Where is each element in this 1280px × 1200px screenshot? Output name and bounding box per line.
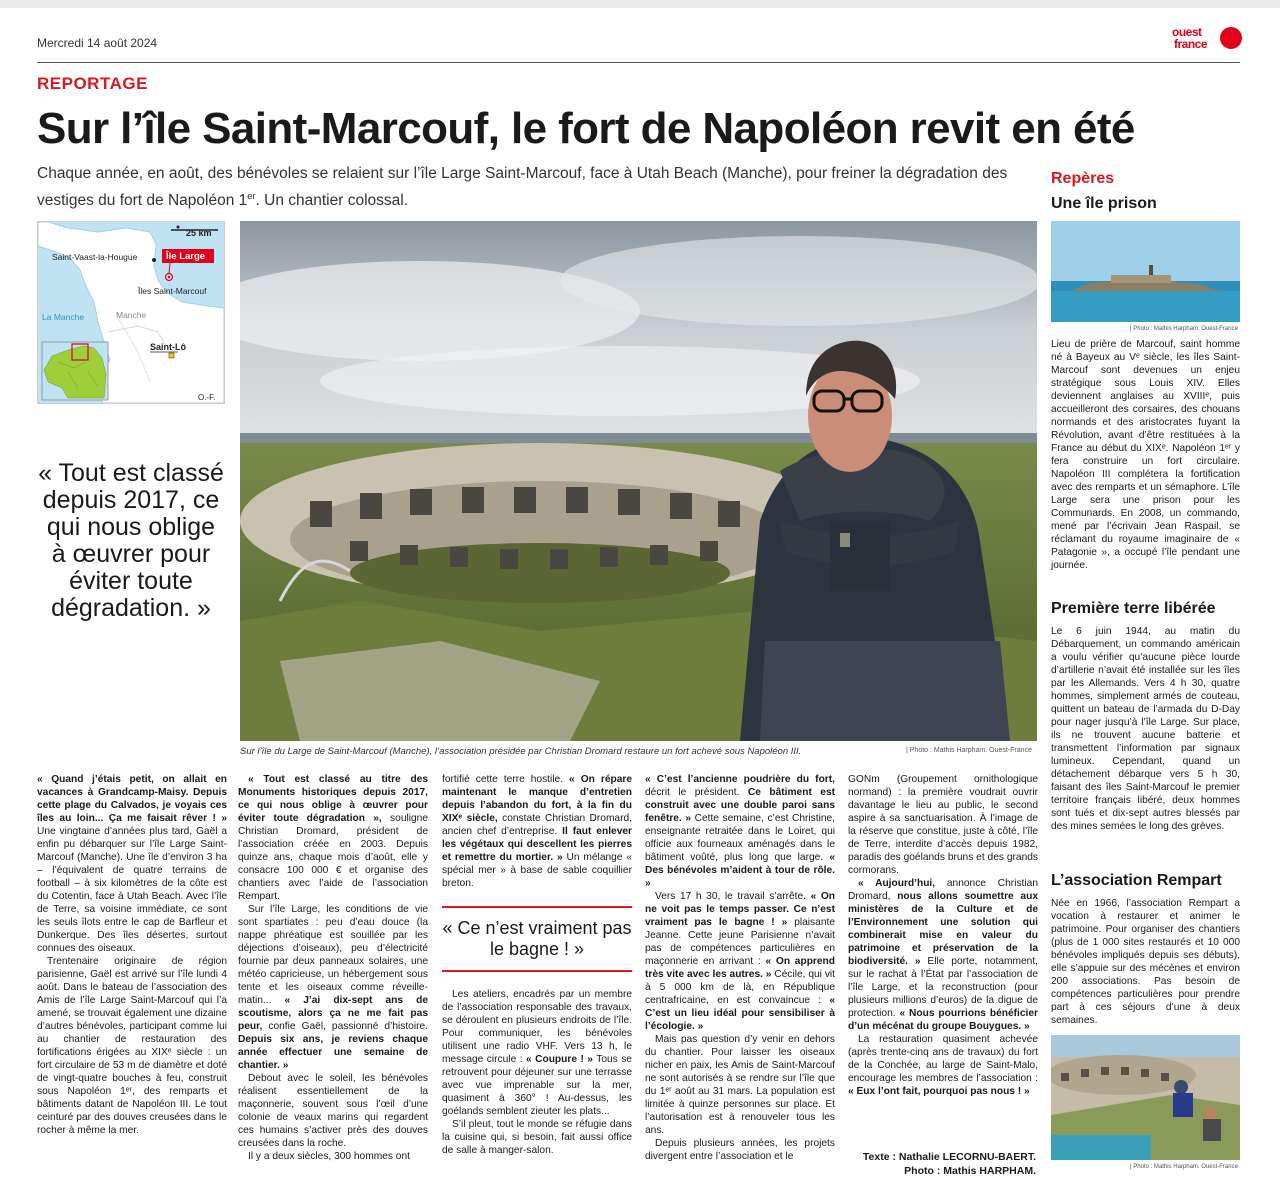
photo-caption: Sur l’île du Large de Saint-Marcouf (Manche), l’association présidée par Christian Dromard restaure un fort achevé sous Napoléon III. xyxy=(240,746,802,757)
location-map xyxy=(37,221,225,404)
signature-photo: Photo : Mathis HARPHAM. xyxy=(904,1165,1036,1177)
article-column-3 xyxy=(442,773,632,890)
column2-bold3: Depuis six ans, je reviens chaque année effectuer une semaine de chantier. » xyxy=(238,1034,428,1071)
column4-text2: Cette semaine, c’est Christine, enseignante retraitée dans le Loiret, qui officie aux fourneaux aménagés dans le bâtiment voûté, plus long que large. xyxy=(645,813,836,863)
sidebar-kicker: Repères xyxy=(1051,170,1115,187)
column2-paragraph2 xyxy=(238,903,428,1072)
large-quote: « Tout est classé depuis 2017, ce qui nous oblige à œuvrer pour éviter toute dégradation. » xyxy=(38,459,224,622)
ouest-france-logo[interactable] xyxy=(1172,24,1242,56)
main-photo xyxy=(240,221,1037,741)
sidebar-paragraph-2: Le 6 juin 1944, au matin du Débarquement, un commando américain a voulu vérifier qu’aucune pièce lourde d’artillerie n’avait été installée sur les îles par les Allemands. Vers 4 h 30, quatre hommes, simplement armés de couteau, quittent un bateau de l’armada du D-Day pour nager jusqu’à l’île Large. Sur place, ils ne trouvent aucune batterie et transmettent l’information par signaux lumineux. Cependant, quand un détachement débarque vers 5 h 30, faisant des îles Saint-Marcouf le premier territoire français libéré, deux hommes sont tués et dix-sept autres blessés par des mines semées le long des grèves. xyxy=(1051,626,1240,832)
rubric: REPORTAGE xyxy=(37,74,148,93)
column5-text2: Elle porte, notamment, sur le rachat à l’État par l’association de l’île Large, et la reconstruction (pour plusieurs millions d’euros) de la digue de protection. xyxy=(848,956,1038,1019)
column4-paragraph2 xyxy=(645,890,835,1033)
article-column-2 xyxy=(238,773,428,1163)
article-column-1 xyxy=(37,773,227,1137)
main-photo-svg xyxy=(240,221,1037,741)
island-sea-light xyxy=(1051,291,1240,322)
column3-paragraph2 xyxy=(442,988,632,1118)
column1-text1: Une vingtaine d’années plus tard, Gaël a enfin pu débarquer sur l’île Large Saint-Marcouf (Manche). Une île d’environ 3 ha – l’équivalent de quatre terrains de football – à six kilomètres de la côte est du Cotentin, face à Utah Beach. Avec l’île de Terre, sa voisine immédiate, ce sont les seuls îlots entre le cap de Barfleur et Dunkerque. Des îles désertes, surtout connues des oiseaux. xyxy=(37,826,227,954)
photo-credit: | Photo : Mathis Harpham. Ouest-France xyxy=(906,747,1032,754)
column5-paragraph3 xyxy=(848,1033,1038,1098)
column5-bold3: « Nous pourrions bénéficier d’un mécénat du groupe Bouygues. » xyxy=(848,1008,1038,1032)
column2-paragraph3: Debout avec le soleil, les bénévoles réalisent essentiellement de la maçonnerie, souvent sous l’œil d’une colonie de veaux marins qui regardent ces humains s’activer près des douves creusées dans la roche. xyxy=(238,1073,428,1149)
issue-date: Mercredi 14 août 2024 xyxy=(37,36,158,50)
column2-paragraph4: Il y a deux siècles, 300 hommes ont xyxy=(248,1151,410,1162)
column3-bold2: Il faut enlever les végétaux qui descellent les pierres et remettre du mortier. » xyxy=(442,826,632,863)
logo-dot-icon xyxy=(1220,27,1242,49)
column5-paragraph2 xyxy=(848,877,1038,1033)
signature xyxy=(848,1150,1036,1178)
map-point-iles-core xyxy=(168,276,170,278)
column3-text5: Tous se retrouvent pour déjeuner sur une terrasse avec vue imprenable sur la mer, quasiment à 360° ! Au-dessus, les goélands semblent zieuter les plats... xyxy=(442,1054,632,1117)
column3-bold3: « Coupure ! » xyxy=(525,1054,593,1065)
photo-cloud2 xyxy=(560,236,1037,326)
column1-paragraph2: Trentenaire originaire de région parisienne, Gaël est arrivé sur l’île lundi 4 août. Dans le bateau de l’association des Amis de l’île Large Saint-Marcouf qui l’a amené, se trouvait également une dizaine d’autres bénévoles, participant comme lui au chantier de restauration des fortifications érigées au XIXᵉ siècle : un fort circulaire de 53 m de diamètre et doté de vingt-quatre bouches à feu, construit sous Napoléon 1ᵉʳ, des remparts et bâtiments datant de Napoléon III. Le tout ceinturé par des douves creusées dans le rocher à même la mer. xyxy=(37,956,227,1136)
worker2-head xyxy=(1205,1107,1217,1119)
sidebar-heading-2: Première terre libérée xyxy=(1051,600,1216,617)
sidebar-photo-workers-svg xyxy=(1051,1035,1240,1160)
chapo-sup: er xyxy=(247,191,256,201)
worker2-body xyxy=(1203,1119,1221,1141)
sidebar-photo-workers xyxy=(1051,1035,1240,1160)
map-label-saint-vaast: Saint-Vaast-la-Hougue xyxy=(52,252,138,262)
column5-text3: La restauration quasiment achevée (après trente-cinq ans de travaux) du fort de la Conchée, au large de Saint-Malo, encourage les membres de l’association : xyxy=(848,1034,1038,1084)
workers-sky xyxy=(1051,1035,1240,1057)
column1-bold1: « Quand j’étais petit, on allait en vacances à Grandcamp-Maisy. Depuis cette plage du Calvados, je voyais ces îles au loin... Ça me faisait rêver ! » xyxy=(37,774,227,824)
map-svg xyxy=(38,222,224,403)
column4-bold3: « Des bénévoles m’aident à tour de rôle. » xyxy=(645,852,835,889)
map-label-manche: Manche xyxy=(116,310,147,320)
sidebar-photo-island xyxy=(1051,221,1240,322)
column2-text2: Sur l’île Large, les conditions de vie sont spartiates : peu d’eau douce (la nappe phréatique est souillée par les déjections d’oiseaux), peu d’électricité fournie par deux panneaux solaires, une météo capricieuse, un hébergement sous tente et les oiseaux comme réveille-matin... xyxy=(238,904,428,1006)
header-rule xyxy=(37,62,1240,63)
map-label-iles: Îles Saint-Marcouf xyxy=(138,286,207,296)
pull-quote: « Ce n’est vraiment pas le bagne ! » xyxy=(442,906,632,972)
worker1-head xyxy=(1174,1080,1188,1094)
column3-paragraph3: S’il pleut, tout le monde se réfugie dans la cuisine qui, si besoin, fait aussi office de salle à manger-salon. xyxy=(442,1119,632,1156)
workers-tarp xyxy=(1051,1135,1151,1160)
column4-bold6: « C’est un lieu idéal pour sensibiliser à l’écologie. » xyxy=(645,995,835,1032)
column5-bold1: « Aujourd’hui, xyxy=(858,878,936,889)
top-band xyxy=(0,0,1280,8)
chapo xyxy=(37,163,1037,212)
article-column-3b xyxy=(442,988,632,1157)
logo-line2: france xyxy=(1174,37,1208,51)
column5-bold4: « Eux l’ont fait, pourquoi pas nous ! » xyxy=(848,1086,1030,1097)
map-point-saint-lo xyxy=(169,353,174,358)
map-label-ile-large: Île Large xyxy=(166,251,206,262)
chapo-part1: Chaque année, en août, des bénévoles se relaient sur l’île Large Saint-Marcouf, face à Utah Beach (Manche), pour freiner la dégradation des vestiges du fort de Napoléon 1 xyxy=(37,165,1008,210)
column4-bold4: « On ne voit pas le temps passer. Ce n’est vraiment pas le bagne ! » xyxy=(645,891,835,928)
column4-text1: décrit le président. xyxy=(645,787,748,798)
column4-paragraph4: Depuis plusieurs années, les projets divergent entre l’association et le xyxy=(645,1138,835,1162)
map-label-saint-lo: Saint-Lô xyxy=(150,342,186,352)
column4-text5: Cécile, qui vit à 5 000 km de là, en République centrafricaine, en est convaincue : xyxy=(645,969,836,1006)
column2-bold2: « J’ai dix-sept ans de scoutisme, alors ça ne me fait pas peur, xyxy=(238,995,429,1032)
worker1-body xyxy=(1173,1093,1193,1117)
sidebar-paragraph-1: Lieu de prière de Marcouf, saint homme né à Bayeux au Vᵉ siècle, les îles Saint-Marcouf sont devenues un enjeu stratégique sous Louis XIV. Elles deviennent anglaises au XVIIIᵉ, puis accueilleront des corsaires, des chouans normands et des aristocrates fuyant la Révolution, avant d’être restituées à la France au début du XIXᵉ. Napoléon 1ᵉʳ y fera construire un fort circulaire. Napoléon III complétera la fortification avec des remparts et un sémaphore. L’île Large sera une prison pour les Communards. En 2008, un commando, mené par l’écrivain Jean Raspail, se réclamant du royaume imaginaire de « Patagonie », a occupé l’île pendant une journée. xyxy=(1051,339,1240,571)
column3-bold1: « On répare maintenant le manque d’entretien depuis l’abandon du fort, à la fin du XIXᵉ siècle, xyxy=(442,774,632,824)
sidebar-heading-1: Une île prison xyxy=(1051,195,1157,212)
column3-text1: fortifié cette terre hostile. xyxy=(442,774,570,785)
logo-line1: ouest xyxy=(1172,25,1202,39)
column4-paragraph3: Mais pas question d’y venir en dehors du chantier. Pour laisser les oiseaux nicher en paix, les Amis de Saint-Marcouf ne sont autorisés à se rendre sur l’île que du 1ᵉʳ août au 31 mars. La population est limitée à quinze personnes sur place. Et l’autorisation est à renouveler tous les ans. xyxy=(645,1034,835,1136)
map-scale-dot xyxy=(177,226,180,229)
column4-bold2: Ce bâtiment est construit avec une double paroi sans fenêtre. » xyxy=(645,787,836,824)
column5-text1: annonce Christian Dromard, xyxy=(848,878,1038,902)
column2-bold1: « Tout est classé au titre des Monuments historiques depuis 2017, ce qui nous oblige à œuvrer pour éviter toute dégradation », xyxy=(238,774,428,824)
column4-text3: Vers 17 h 30, le travail s’arrête. xyxy=(655,891,811,902)
column2-text3: confie Gaël, passionné d’histoire. xyxy=(262,1021,428,1032)
sidebar-heading-3: L’association Rempart xyxy=(1051,872,1222,889)
article-column-4 xyxy=(645,773,835,1163)
column3-text3: Un mélange « spécial mer » à base de sable coquillier breton. xyxy=(442,852,632,889)
column4-text4: plaisante Jeanne. Cette jeune Parisienne n’avait pas de compétences particulières en maçonnerie en arrivant : xyxy=(645,917,835,967)
sidebar-photo1-credit: | Photo : Mathis Harpham. Ouest-France xyxy=(1130,326,1238,332)
signature-text: Texte : Nathalie LECORNU-BAERT. xyxy=(862,1151,1036,1163)
map-label-la-manche: La Manche xyxy=(42,312,85,322)
column4-bold1: « C’est l’ancienne poudrière du fort, xyxy=(645,774,835,785)
column5-bold2: nous allons soumettre aux ministères de la Culture et de l’Environnement une solution qui combinerait mise en valeur du patrimoine et préservation de la biodiversité. » xyxy=(848,891,1038,967)
headline: Sur l’île Saint-Marcouf, le fort de Napoléon revit en été xyxy=(37,104,1135,153)
map-point-saint-vaast xyxy=(152,258,156,262)
chapo-part2: . Un chantier colossal. xyxy=(255,192,409,210)
island-fort-top xyxy=(1111,275,1171,283)
column3-paragraph1 xyxy=(442,773,632,890)
column1-paragraph1 xyxy=(37,773,227,955)
column2-paragraph1 xyxy=(238,773,428,903)
sidebar-photo2-credit: | Photo : Mathis Harpham. Ouest-France xyxy=(1130,1164,1238,1170)
sidebar-photo-island-svg xyxy=(1051,221,1240,322)
column4-bold5: « On apprend très vite avec les autres. » xyxy=(645,956,835,980)
column3-text2: constate Christian Dromard, ancien chef d’entreprise. xyxy=(442,813,632,837)
map-scale: 25 km xyxy=(186,228,212,238)
article-column-5 xyxy=(848,773,1038,1098)
sidebar-paragraph-3: Née en 1966, l’association Rempart a vocation à restaurer et animer le patrimoine. Pour organiser des chantiers (plus de 1 000 sites restaurés et 10 000 bénévoles impliqués depuis ses débuts), elle s’appuie sur des mécènes et environ 200 associations. Pas besoin de compétences particulières pour prendre part à ces séjours d’une à deux semaines. xyxy=(1051,898,1240,1026)
island-tower xyxy=(1149,265,1153,275)
column2-text1: souligne Christian Dromard, président de l’association créée en 2003. Depuis quinze ans, chaque mois d’août, elle y consacre 100 000 € et organise des chantiers avec l’aide de l’association Rempart. xyxy=(238,813,429,902)
column3-text4: Les ateliers, encadrés par un membre de l’association responsable des travaux, se déroulent en plusieurs endroits de l’île. Pour communiquer, les bénévoles utilisent une radio VHF. Vers 13 h, le message circule : xyxy=(442,989,632,1065)
column5-paragraph1: GONm (Groupement ornithologique normand) : la première voudrait ouvrir davantage le lieu au public, le second aspire à sa sanctuarisation. À l’image de la réserve que constitue, juste à côté, l’île de Terre, interdite d’accès depuis 1982, paradis des goélands bruns et des grands cormorans. xyxy=(848,774,1038,876)
island-sky xyxy=(1051,221,1240,281)
column4-paragraph1 xyxy=(645,773,835,890)
map-credit: O.-F. xyxy=(198,393,216,402)
